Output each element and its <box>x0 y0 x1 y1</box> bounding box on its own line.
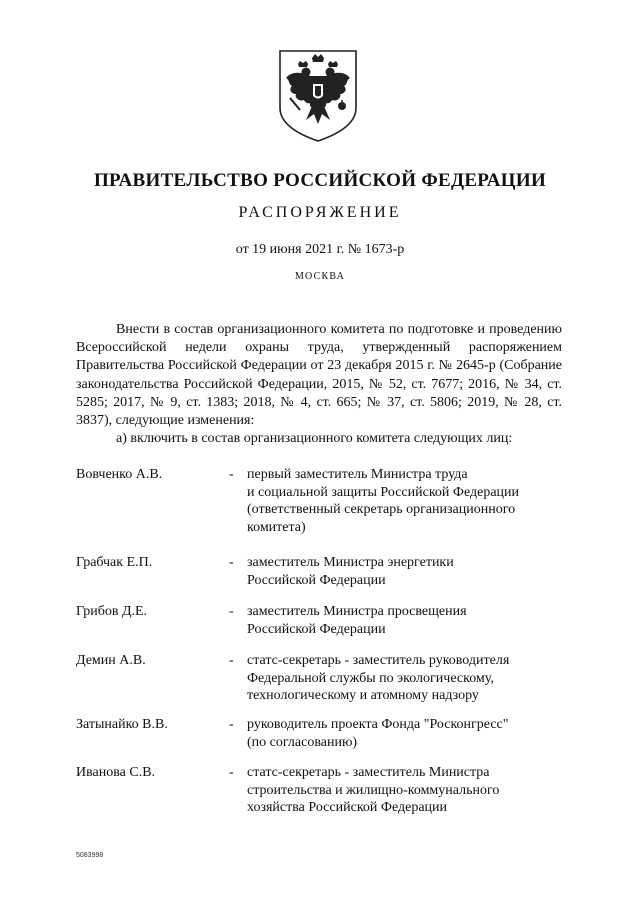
item-a-paragraph: а) включить в состав организационного комитета следующих лиц: <box>116 431 513 447</box>
member-dash: - <box>229 653 234 668</box>
member-role <box>247 466 567 536</box>
role-line: руководитель проекта Фонда "Росконгресс" <box>247 717 509 732</box>
role-line: Российской Федерации <box>247 621 386 637</box>
role-line: хозяйства Российской Федерации <box>247 800 448 815</box>
role-line: статс-секретарь - заместитель руководителя <box>247 653 510 668</box>
role-line: заместитель Министра просвещения <box>247 604 467 619</box>
coat-of-arms-icon <box>276 48 360 144</box>
member-name: Затынайко В.В. <box>76 717 168 732</box>
member-dash: - <box>229 604 234 619</box>
role-line: технологическому и атомному надзору <box>247 688 479 703</box>
document-city: МОСКВА <box>294 271 346 282</box>
order-body <box>76 321 562 448</box>
intro-paragraph: Внести в состав организационного комитета по подготовке и проведению Всероссийской недели охраны труда, утвержденный распоряжением Правительства Российской Федерации от 23 декабря 2015 г. № 2645-р (Собрание законодательства Российской Федерации, 2015, № 52, ст. 7677; 2016, № 34, ст. 5285; 2017, № 9, ст. 1383; 2018, № 4, ст. 665; № 37, ст. 5806; 2019, № 28, ст. 3837), следующие изменения: <box>76 322 562 429</box>
document-type: РАСПОРЯЖЕНИЕ <box>238 204 402 221</box>
member-role <box>247 764 567 817</box>
member-name: Грабчак Е.П. <box>76 555 153 570</box>
member-dash: - <box>229 467 234 482</box>
member-dash: - <box>229 765 234 780</box>
role-line: статс-секретарь - заместитель Министра <box>247 765 490 780</box>
member-name: Вовченко А.В. <box>76 467 163 482</box>
member-name: Грибов Д.Е. <box>76 604 148 619</box>
member-dash: - <box>229 555 234 570</box>
member-name: Демин А.В. <box>76 653 146 668</box>
document-date-number: от 19 июня 2021 г. № 1673-р <box>235 242 405 257</box>
role-line: комитета) <box>247 519 306 535</box>
government-title: ПРАВИТЕЛЬСТВО РОССИЙСКОЙ ФЕДЕРАЦИИ <box>93 170 547 191</box>
member-role <box>247 603 567 638</box>
role-line: Федеральной службы по экологическому, <box>247 670 494 686</box>
member-role <box>247 716 567 751</box>
document-code: 5083998 <box>76 852 104 859</box>
member-name: Иванова С.В. <box>76 765 156 780</box>
role-line: (по согласованию) <box>247 734 358 750</box>
member-role <box>247 554 567 589</box>
member-role <box>247 652 567 705</box>
role-line: и социальной защиты Российской Федерации <box>247 484 520 500</box>
role-line: строительства и жилищно-коммунального <box>247 782 500 798</box>
role-line: первый заместитель Министра труда <box>247 467 468 482</box>
role-line: (ответственный секретарь организационного <box>247 502 516 517</box>
role-line: заместитель Министра энергетики <box>247 555 454 570</box>
role-line: Российской Федерации <box>247 572 386 588</box>
member-dash: - <box>229 717 234 732</box>
